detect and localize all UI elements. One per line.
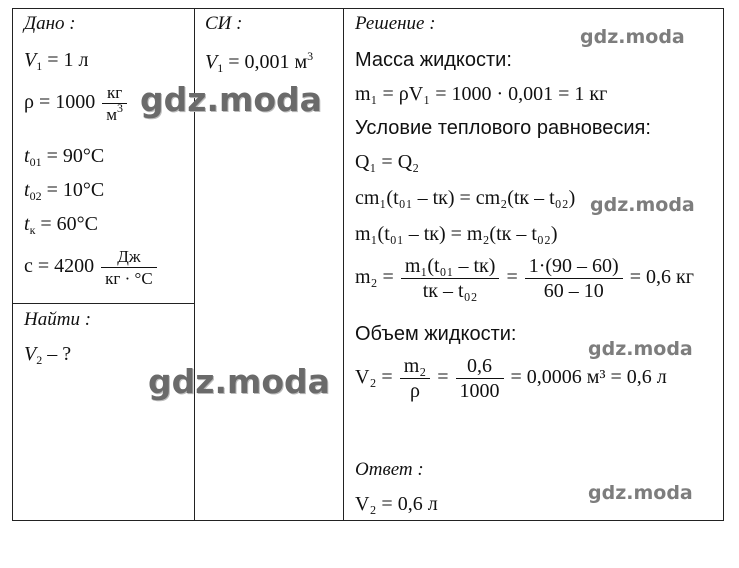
volume-title: Объем жидкости: — [355, 323, 517, 345]
row-divider-given-find — [13, 303, 194, 304]
watermark: gdz.moda — [580, 26, 685, 48]
mass-title: Масса жидкости: — [355, 49, 512, 71]
mass-balance-equation: m₁(t₀₁ – tк) = m₂(tк – t₀₂) — [355, 223, 558, 245]
given-density: ρ = 1000 $\frac{кг}{м^3}$ — [24, 84, 129, 123]
si-v1: $V_1 = 0,001$ $м^3$ — [205, 49, 314, 75]
given-header: Дано : — [24, 13, 76, 34]
heat-balance-equation: cm₁(t₀₁ – tк) = cm₂(tк – t₀₂) — [355, 187, 576, 209]
heat-equality: Q₁ = Q₂ — [355, 151, 420, 173]
answer-header: Ответ : — [355, 459, 424, 480]
balance-title: Условие теплового равновесия: — [355, 117, 651, 139]
mass-equation: m₁ = ρV₁ = 1000 · 0,001 = 1 кг — [355, 83, 608, 105]
watermark: gdz.moda — [140, 80, 322, 119]
given-tk: $t_к = 60^\circ C$ — [24, 213, 99, 237]
given-v1: $V_1 = 1$ л — [24, 49, 89, 73]
answer-value: V₂ = 0,6 л — [355, 493, 438, 515]
watermark: gdz.moda — [588, 338, 693, 360]
column-divider-si-solution — [343, 9, 344, 520]
watermark: gdz.moda — [588, 482, 693, 504]
watermark: gdz.moda — [590, 194, 695, 216]
solution-header: Решение : — [355, 13, 436, 34]
find-header: Найти : — [24, 309, 92, 330]
m2-calculation: m₂ = $\frac{\text{m₁(t₀₁ – tк)}}{\text{tк – t₀₂}}$ = $\frac{1\cdot(90 - 60)}{60 - 10}$ = 0,6 кг — [355, 255, 694, 302]
v2-calculation: V₂ = $\frac{\text{m₂}}{\rho}$ = $\frac{0,6}{1000}$ = 0,0006 м³ = 0,6 л — [355, 355, 667, 402]
watermark: gdz.moda — [148, 362, 330, 401]
given-t01: $t_{01} = 90^\circ C$ — [24, 145, 105, 169]
given-t02: $t_{02} = 10^\circ C$ — [24, 179, 105, 203]
find-v2: $V_2$ – ? — [24, 343, 72, 367]
given-specific-heat: c = 4200 $\frac{Дж}{кг \cdot ^\circ C}$ — [24, 248, 159, 287]
si-header: СИ : — [205, 13, 243, 34]
